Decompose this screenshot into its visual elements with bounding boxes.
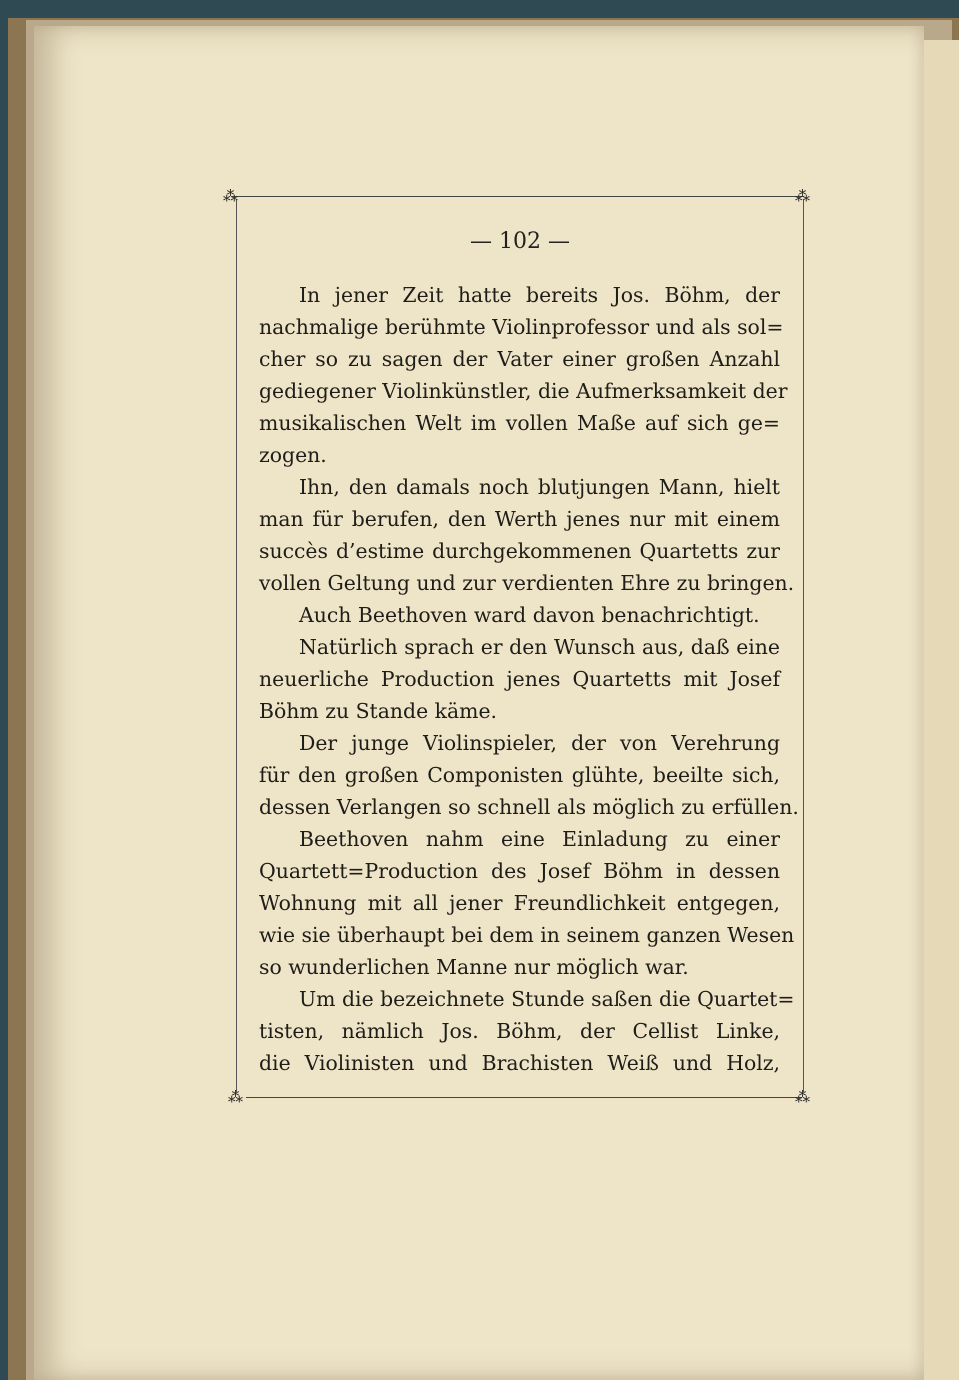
text-line: Der junge Violinspieler, der von Verehrung: [299, 731, 780, 755]
text-line: In jener Zeit hatte bereits Jos. Böhm, der: [299, 283, 780, 307]
text-line: zogen.: [259, 443, 327, 467]
text-line: musikalischen Welt im vollen Maße auf sich ge=: [259, 411, 780, 435]
corner-ornament-bottom-left: ⁂: [228, 1088, 243, 1106]
text-line: vollen Geltung und zur verdienten Ehre zu bringen.: [259, 571, 795, 595]
text-line: wie sie überhaupt bei dem in seinem ganzen Wesen: [259, 923, 795, 947]
text-line: Quartett=Production des Josef Böhm in dessen: [259, 859, 780, 883]
text-line: Ihn, den damals noch blutjungen Mann, hielt: [299, 475, 780, 499]
text-line: neuerliche Production jenes Quartetts mit Josef: [259, 667, 780, 691]
corner-ornament-top-right: ⁂: [795, 187, 810, 205]
text-line: man für berufen, den Werth jenes nur mit einem: [259, 507, 780, 531]
text-line: succès d’estime durchgekommenen Quartetts zur: [259, 539, 780, 563]
text-line: Natürlich sprach er den Wunsch aus, daß eine: [299, 635, 780, 659]
corner-ornament-bottom-right: ⁂: [795, 1088, 810, 1106]
facing-page-edge: [918, 40, 959, 1380]
text-line: Um die bezeichnete Stunde saßen die Quartet=: [299, 987, 795, 1011]
text-line: cher so zu sagen der Vater einer großen Anzahl: [259, 347, 780, 371]
text-line: nachmalige berühmte Violinprofessor und als sol=: [259, 315, 784, 339]
frame-right-rule: [803, 200, 804, 1092]
text-line: tisten, nämlich Jos. Böhm, der Cellist Linke,: [259, 1019, 780, 1043]
corner-ornament-top-left: ⁂: [223, 187, 238, 205]
text-line: Wohnung mit all jener Freundlichkeit entgegen,: [259, 891, 780, 915]
frame-left-rule: [236, 200, 237, 1092]
page-number: — 102 —: [470, 229, 570, 254]
text-line: für den großen Componisten glühte, beeilte sich,: [259, 763, 780, 787]
text-line: so wunderlichen Manne nur möglich war.: [259, 955, 689, 979]
text-line: Beethoven nahm eine Einladung zu einer: [299, 827, 780, 851]
text-line: Böhm zu Stande käme.: [259, 699, 498, 723]
body-text: [259, 279, 799, 1079]
frame-top-rule: [232, 196, 804, 197]
text-line: gediegener Violinkünstler, die Aufmerksamkeit der: [259, 379, 788, 403]
text-line: dessen Verlangen so schnell als möglich zu erfüllen.: [259, 795, 799, 819]
text-line: die Violinisten und Brachisten Weiß und Holz,: [259, 1051, 780, 1075]
text-line: Auch Beethoven ward davon benachrichtigt.: [299, 603, 760, 627]
frame-bottom-rule: [246, 1097, 802, 1098]
